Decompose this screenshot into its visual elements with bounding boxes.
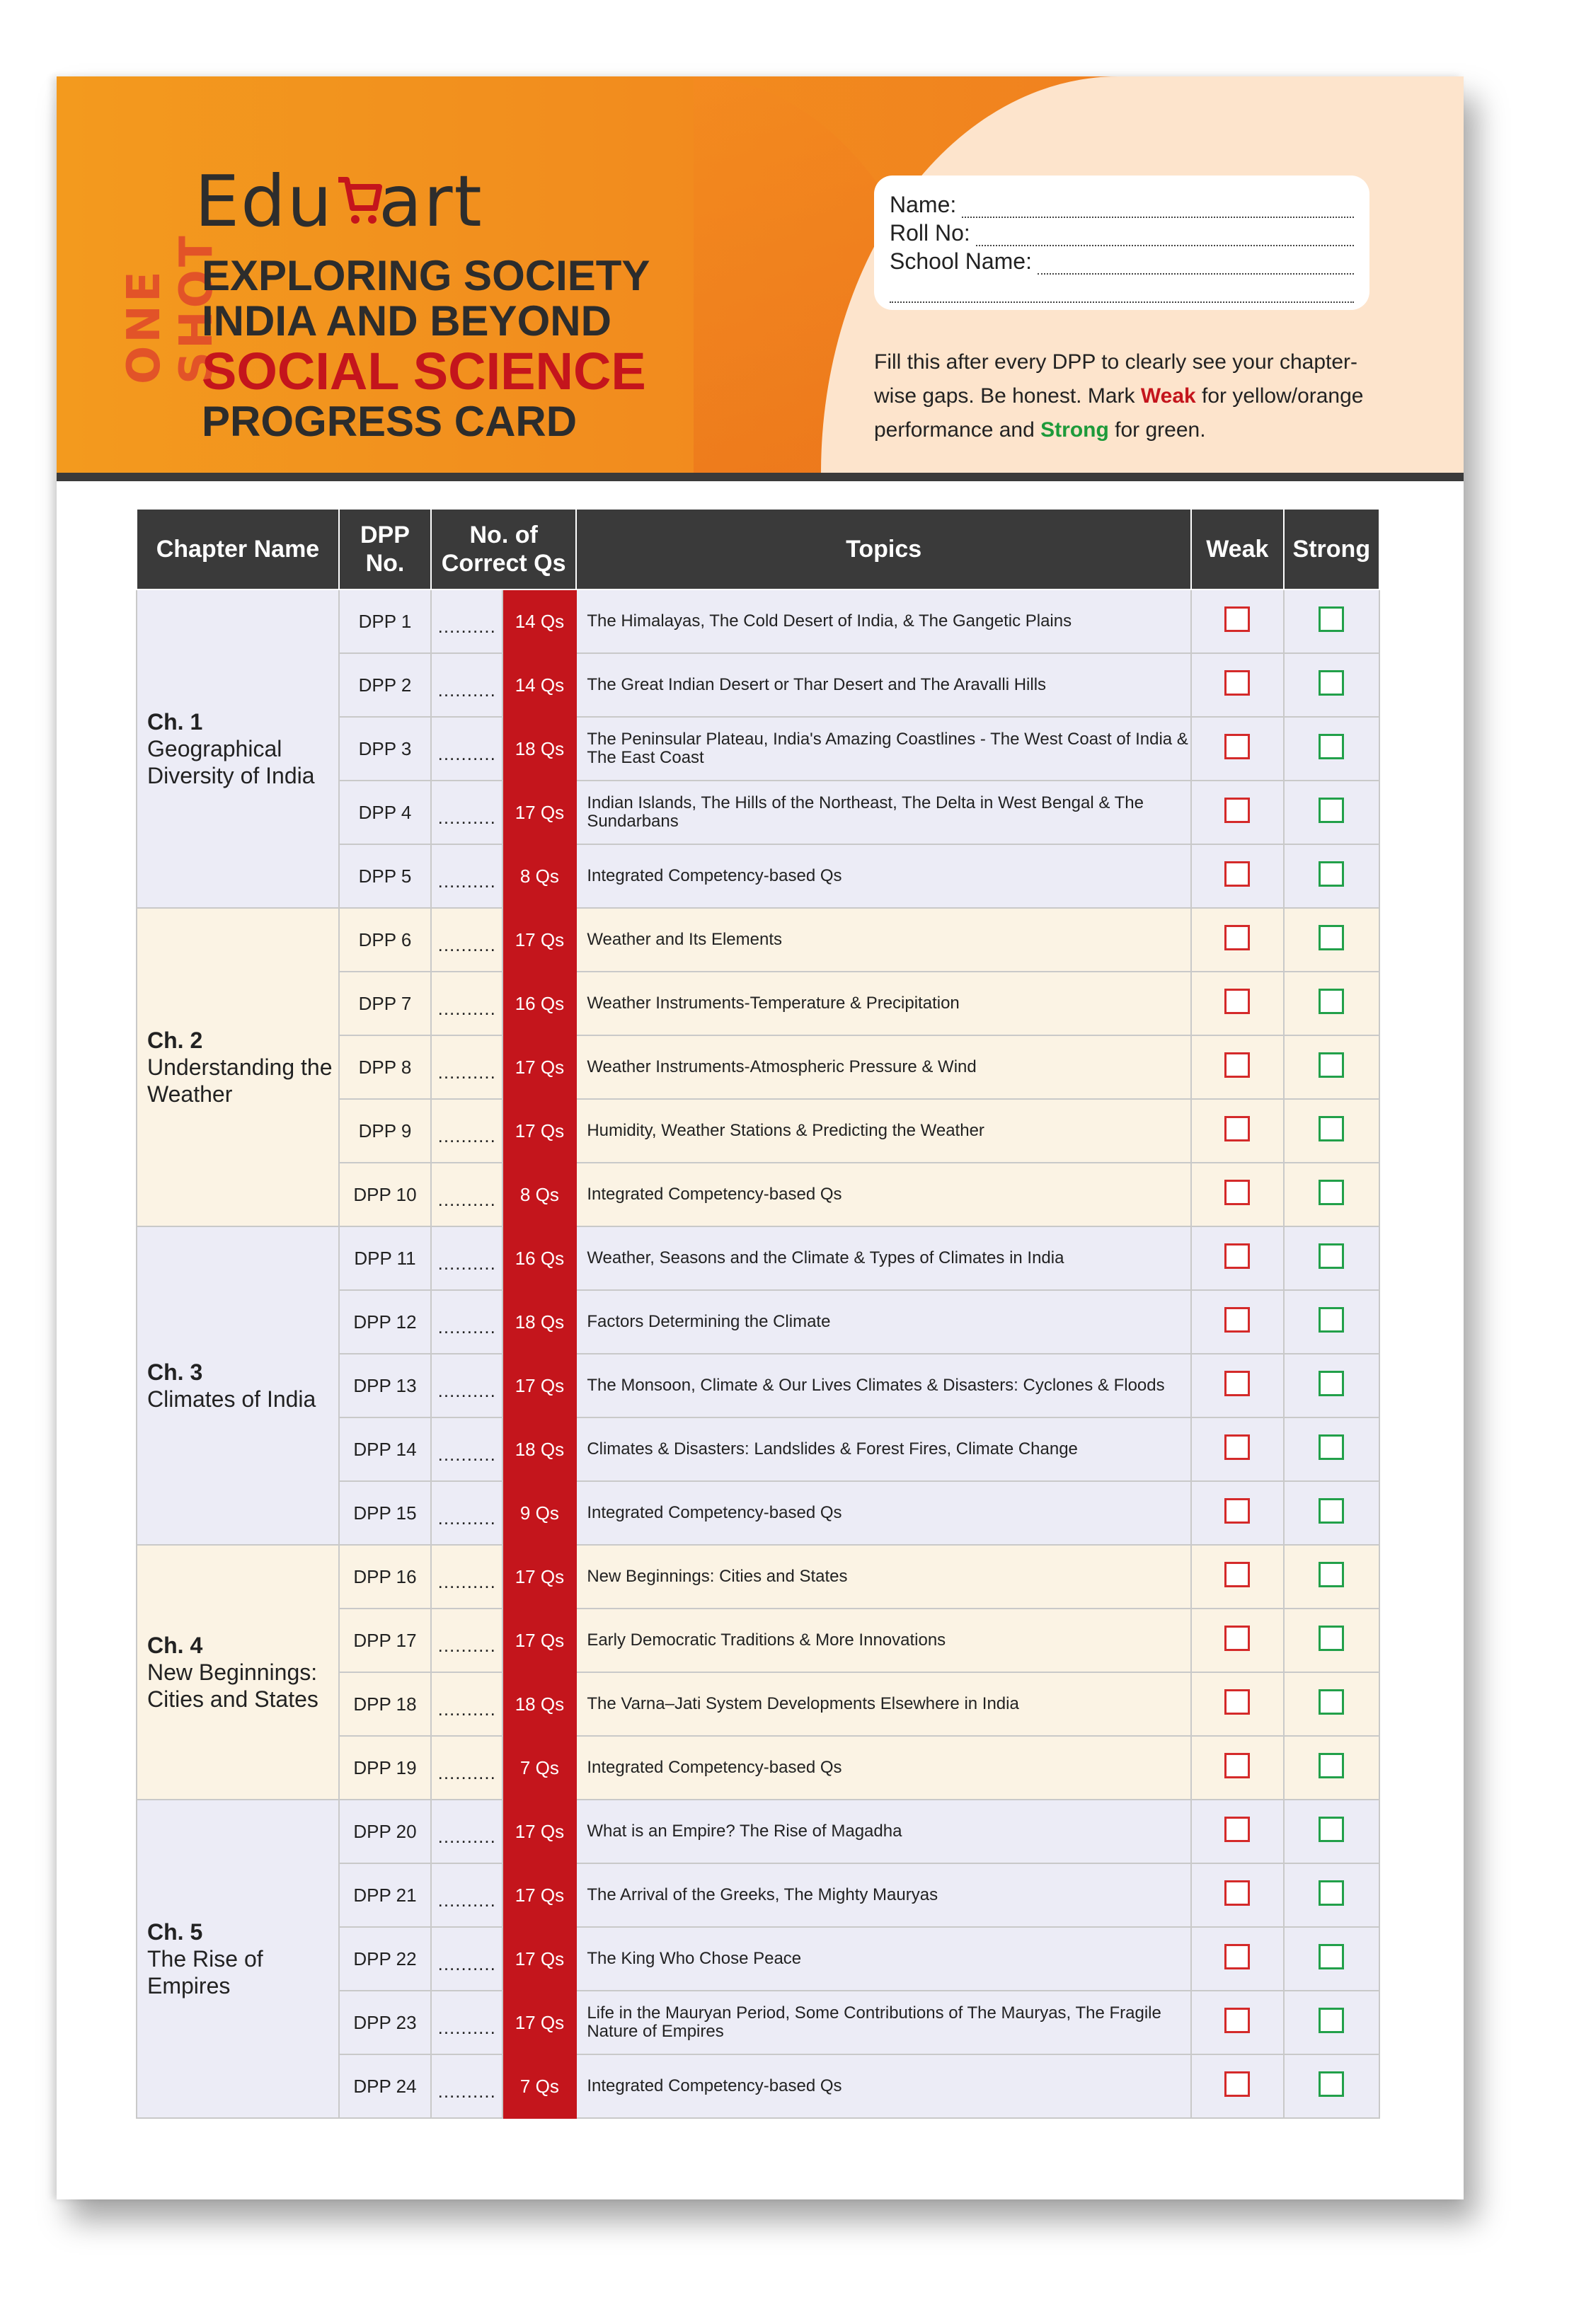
total-qs-badge: 18 Qs bbox=[502, 1417, 576, 1481]
weak-cell bbox=[1191, 1736, 1284, 1800]
weak-checkbox[interactable] bbox=[1224, 798, 1250, 823]
topic-text: The Arrival of the Greeks, The Mighty Mauryas bbox=[576, 1863, 1191, 1927]
strong-cell bbox=[1284, 1672, 1379, 1736]
strong-checkbox[interactable] bbox=[1319, 925, 1344, 950]
strong-cell bbox=[1284, 1163, 1379, 1226]
total-qs-badge: 17 Qs bbox=[502, 1927, 576, 1991]
dpp-number: DPP 3 bbox=[339, 717, 431, 781]
strong-checkbox[interactable] bbox=[1319, 1243, 1344, 1269]
dpp-number: DPP 11 bbox=[339, 1226, 431, 1290]
correct-qs-blank[interactable]: .......... bbox=[431, 1481, 502, 1545]
correct-qs-blank[interactable]: .......... bbox=[431, 1354, 502, 1417]
table-row bbox=[137, 1545, 1379, 1609]
topic-text: Life in the Mauryan Period, Some Contributions of The Mauryas, The Fragile Nature of Empires bbox=[576, 1991, 1191, 2054]
total-qs-badge: 16 Qs bbox=[502, 972, 576, 1035]
correct-qs-blank[interactable]: .......... bbox=[431, 1163, 502, 1226]
header-divider bbox=[57, 473, 1464, 481]
weak-checkbox[interactable] bbox=[1224, 1307, 1250, 1333]
table-row bbox=[137, 908, 1379, 972]
name-field[interactable] bbox=[890, 190, 1354, 218]
strong-checkbox[interactable] bbox=[1319, 1498, 1344, 1524]
dpp-number: DPP 23 bbox=[339, 1991, 431, 2054]
total-qs-badge: 8 Qs bbox=[502, 1163, 576, 1226]
student-info-box bbox=[874, 176, 1369, 310]
weak-checkbox[interactable] bbox=[1224, 1626, 1250, 1651]
weak-cell bbox=[1191, 1609, 1284, 1672]
weak-checkbox[interactable] bbox=[1224, 1880, 1250, 1906]
header-topics: Topics bbox=[576, 509, 1191, 589]
instructions-text bbox=[874, 345, 1384, 447]
weak-cell bbox=[1191, 1863, 1284, 1927]
strong-checkbox[interactable] bbox=[1319, 1626, 1344, 1651]
weak-cell bbox=[1191, 1481, 1284, 1545]
dpp-number: DPP 24 bbox=[339, 2054, 431, 2118]
weak-cell bbox=[1191, 1545, 1284, 1609]
school-name-label: School Name: bbox=[890, 248, 1032, 274]
strong-checkbox[interactable] bbox=[1319, 606, 1344, 632]
strong-cell bbox=[1284, 844, 1379, 908]
weak-checkbox[interactable] bbox=[1224, 1562, 1250, 1587]
correct-qs-blank[interactable]: .......... bbox=[431, 844, 502, 908]
strong-cell bbox=[1284, 1417, 1379, 1481]
weak-checkbox[interactable] bbox=[1224, 989, 1250, 1014]
dpp-number: DPP 12 bbox=[339, 1290, 431, 1354]
topic-text: Integrated Competency-based Qs bbox=[576, 2054, 1191, 2118]
chapter-number: Ch. 1 bbox=[147, 709, 203, 735]
topic-text: The Peninsular Plateau, India's Amazing Coastlines - The West Coast of India & The East Coast bbox=[576, 717, 1191, 781]
strong-checkbox[interactable] bbox=[1319, 1880, 1344, 1906]
dpp-number: DPP 19 bbox=[339, 1736, 431, 1800]
topic-text: The Varna–Jati System Developments Elsewhere in India bbox=[576, 1672, 1191, 1736]
strong-checkbox[interactable] bbox=[1319, 989, 1344, 1014]
chapter-title: The Rise of Empires bbox=[147, 1946, 263, 1998]
correct-qs-blank[interactable]: .......... bbox=[431, 1672, 502, 1736]
weak-checkbox[interactable] bbox=[1224, 1434, 1250, 1460]
weak-cell bbox=[1191, 844, 1284, 908]
strong-checkbox[interactable] bbox=[1319, 1817, 1344, 1842]
logo-text-pre: Edu bbox=[195, 160, 334, 243]
logo-text-post: art bbox=[379, 160, 483, 243]
instructions-part-2: for yellow/orange performance and bbox=[874, 384, 1364, 442]
progress-card-sheet bbox=[57, 76, 1464, 2199]
topic-text: Integrated Competency-based Qs bbox=[576, 1481, 1191, 1545]
weak-cell bbox=[1191, 589, 1284, 653]
total-qs-badge: 14 Qs bbox=[502, 589, 576, 653]
total-qs-badge: 17 Qs bbox=[502, 1609, 576, 1672]
total-qs-badge: 17 Qs bbox=[502, 1545, 576, 1609]
weak-checkbox[interactable] bbox=[1224, 861, 1250, 887]
total-qs-badge: 17 Qs bbox=[502, 1991, 576, 2054]
strong-cell bbox=[1284, 1863, 1379, 1927]
instructions-part-1: Fill this after every DPP to clearly see your chapter-wise gaps. Be honest. Mark bbox=[874, 350, 1358, 408]
topic-text: New Beginnings: Cities and States bbox=[576, 1545, 1191, 1609]
weak-cell bbox=[1191, 1290, 1284, 1354]
table-row bbox=[137, 1226, 1379, 1290]
strong-checkbox[interactable] bbox=[1319, 1052, 1344, 1078]
strong-cell bbox=[1284, 1226, 1379, 1290]
one-shot-vertical-tag: ONE SHOT bbox=[118, 233, 223, 384]
strong-cell bbox=[1284, 908, 1379, 972]
dpp-number: DPP 16 bbox=[339, 1545, 431, 1609]
roll-no-label: Roll No: bbox=[890, 220, 970, 246]
total-qs-badge: 17 Qs bbox=[502, 908, 576, 972]
chapter-number: Ch. 2 bbox=[147, 1028, 203, 1053]
table-header-row bbox=[137, 509, 1379, 589]
dpp-number: DPP 8 bbox=[339, 1035, 431, 1099]
correct-qs-blank[interactable]: .......... bbox=[431, 1099, 502, 1163]
total-qs-badge: 17 Qs bbox=[502, 1800, 576, 1863]
progress-table bbox=[136, 508, 1380, 2119]
chapter-title: Geographical Diversity of India bbox=[147, 736, 315, 788]
topic-text: The King Who Chose Peace bbox=[576, 1927, 1191, 1991]
chapter-number: Ch. 4 bbox=[147, 1633, 203, 1658]
topic-text: Integrated Competency-based Qs bbox=[576, 844, 1191, 908]
correct-qs-blank[interactable]: .......... bbox=[431, 1290, 502, 1354]
strong-cell bbox=[1284, 1099, 1379, 1163]
weak-cell bbox=[1191, 908, 1284, 972]
topic-text: Humidity, Weather Stations & Predicting the Weather bbox=[576, 1099, 1191, 1163]
correct-qs-blank[interactable]: .......... bbox=[431, 1226, 502, 1290]
correct-qs-blank[interactable]: .......... bbox=[431, 2054, 502, 2118]
topic-text: Integrated Competency-based Qs bbox=[576, 1163, 1191, 1226]
dpp-number: DPP 21 bbox=[339, 1863, 431, 1927]
strong-cell bbox=[1284, 1481, 1379, 1545]
dpp-number: DPP 13 bbox=[339, 1354, 431, 1417]
correct-qs-blank[interactable]: .......... bbox=[431, 1417, 502, 1481]
weak-checkbox[interactable] bbox=[1224, 1498, 1250, 1524]
dpp-number: DPP 4 bbox=[339, 781, 431, 844]
strong-cell bbox=[1284, 653, 1379, 717]
correct-qs-blank[interactable]: .......... bbox=[431, 1991, 502, 2054]
topic-text: Early Democratic Traditions & More Innovations bbox=[576, 1609, 1191, 1672]
dpp-number: DPP 9 bbox=[339, 1099, 431, 1163]
weak-checkbox[interactable] bbox=[1224, 2008, 1250, 2033]
title-line-3: SOCIAL SCIENCE bbox=[202, 342, 646, 401]
weak-cell bbox=[1191, 1163, 1284, 1226]
strong-checkbox[interactable] bbox=[1319, 670, 1344, 696]
weak-cell bbox=[1191, 1099, 1284, 1163]
dpp-number: DPP 22 bbox=[339, 1927, 431, 1991]
weak-cell bbox=[1191, 2054, 1284, 2118]
weak-cell bbox=[1191, 1672, 1284, 1736]
cart-icon bbox=[334, 174, 384, 228]
strong-checkbox[interactable] bbox=[1319, 1434, 1344, 1460]
strong-checkbox[interactable] bbox=[1319, 1753, 1344, 1778]
chapter-cell bbox=[137, 589, 339, 908]
header-strong: Strong bbox=[1284, 509, 1379, 589]
correct-qs-blank[interactable]: .......... bbox=[431, 781, 502, 844]
weak-cell bbox=[1191, 972, 1284, 1035]
topic-text: Integrated Competency-based Qs bbox=[576, 1736, 1191, 1800]
weak-cell bbox=[1191, 1417, 1284, 1481]
weak-checkbox[interactable] bbox=[1224, 925, 1250, 950]
header-band bbox=[57, 76, 1464, 473]
strong-cell bbox=[1284, 717, 1379, 781]
dpp-number: DPP 6 bbox=[339, 908, 431, 972]
total-qs-badge: 18 Qs bbox=[502, 1290, 576, 1354]
strong-cell bbox=[1284, 1736, 1379, 1800]
total-qs-badge: 17 Qs bbox=[502, 1354, 576, 1417]
correct-qs-blank[interactable]: .......... bbox=[431, 1609, 502, 1672]
strong-cell bbox=[1284, 1354, 1379, 1417]
strong-checkbox[interactable] bbox=[1319, 2008, 1344, 2033]
correct-qs-blank[interactable]: .......... bbox=[431, 717, 502, 781]
weak-checkbox[interactable] bbox=[1224, 606, 1250, 632]
weak-cell bbox=[1191, 1226, 1284, 1290]
chapter-title: New Beginnings: Cities and States bbox=[147, 1659, 318, 1712]
total-qs-badge: 17 Qs bbox=[502, 1099, 576, 1163]
weak-checkbox[interactable] bbox=[1224, 1180, 1250, 1205]
weak-checkbox[interactable] bbox=[1224, 1052, 1250, 1078]
dpp-number: DPP 15 bbox=[339, 1481, 431, 1545]
dpp-number: DPP 14 bbox=[339, 1417, 431, 1481]
weak-checkbox[interactable] bbox=[1224, 1817, 1250, 1842]
weak-cell bbox=[1191, 1927, 1284, 1991]
total-qs-badge: 9 Qs bbox=[502, 1481, 576, 1545]
title-line-4: PROGRESS CARD bbox=[202, 398, 578, 445]
dpp-number: DPP 20 bbox=[339, 1800, 431, 1863]
weak-checkbox[interactable] bbox=[1224, 1689, 1250, 1715]
total-qs-badge: 17 Qs bbox=[502, 1035, 576, 1099]
header-correct-qs: No. of Correct Qs bbox=[431, 509, 576, 589]
topic-text: Weather Instruments-Atmospheric Pressure & Wind bbox=[576, 1035, 1191, 1099]
correct-qs-blank[interactable]: .......... bbox=[431, 1736, 502, 1800]
topic-text: Factors Determining the Climate bbox=[576, 1290, 1191, 1354]
weak-cell bbox=[1191, 1354, 1284, 1417]
strong-checkbox[interactable] bbox=[1319, 2071, 1344, 2097]
strong-checkbox[interactable] bbox=[1319, 1562, 1344, 1587]
weak-cell bbox=[1191, 1991, 1284, 2054]
strong-checkbox[interactable] bbox=[1319, 1689, 1344, 1715]
weak-cell bbox=[1191, 653, 1284, 717]
weak-checkbox[interactable] bbox=[1224, 1753, 1250, 1778]
chapter-cell bbox=[137, 1226, 339, 1545]
chapter-cell bbox=[137, 908, 339, 1226]
strong-cell bbox=[1284, 1035, 1379, 1099]
chapter-cell bbox=[137, 1800, 339, 2118]
strong-cell bbox=[1284, 1290, 1379, 1354]
title-line-2: INDIA AND BEYOND bbox=[202, 297, 611, 345]
strong-checkbox[interactable] bbox=[1319, 734, 1344, 759]
school-name-continuation[interactable] bbox=[890, 275, 1354, 303]
strong-cell bbox=[1284, 1991, 1379, 2054]
title-line-1: EXPLORING SOCIETY bbox=[202, 252, 650, 299]
strong-checkbox[interactable] bbox=[1319, 798, 1344, 823]
chapter-cell bbox=[137, 1545, 339, 1800]
strong-checkbox[interactable] bbox=[1319, 1944, 1344, 1969]
strong-checkbox[interactable] bbox=[1319, 1307, 1344, 1333]
correct-qs-blank[interactable]: .......... bbox=[431, 589, 502, 653]
strong-cell bbox=[1284, 1800, 1379, 1863]
topic-text: Weather Instruments-Temperature & Precipitation bbox=[576, 972, 1191, 1035]
topic-text: Weather, Seasons and the Climate & Types of Climates in India bbox=[576, 1226, 1191, 1290]
topic-text: The Great Indian Desert or Thar Desert and The Aravalli Hills bbox=[576, 653, 1191, 717]
strong-cell bbox=[1284, 1927, 1379, 1991]
total-qs-badge: 7 Qs bbox=[502, 2054, 576, 2118]
total-qs-badge: 16 Qs bbox=[502, 1226, 576, 1290]
instructions-part-3: for green. bbox=[1108, 418, 1206, 442]
strong-checkbox[interactable] bbox=[1319, 1371, 1344, 1396]
school-name-field[interactable] bbox=[890, 246, 1354, 275]
weak-checkbox[interactable] bbox=[1224, 734, 1250, 759]
header-weak: Weak bbox=[1191, 509, 1284, 589]
total-qs-badge: 17 Qs bbox=[502, 1863, 576, 1927]
strong-cell bbox=[1284, 972, 1379, 1035]
total-qs-badge: 17 Qs bbox=[502, 781, 576, 844]
table-row bbox=[137, 589, 1379, 653]
dpp-number: DPP 5 bbox=[339, 844, 431, 908]
header-dpp-no: DPP No. bbox=[339, 509, 431, 589]
weak-cell bbox=[1191, 1800, 1284, 1863]
weak-checkbox[interactable] bbox=[1224, 1116, 1250, 1141]
correct-qs-blank[interactable]: .......... bbox=[431, 1800, 502, 1863]
strong-cell bbox=[1284, 1545, 1379, 1609]
strong-cell bbox=[1284, 589, 1379, 653]
strong-cell bbox=[1284, 1609, 1379, 1672]
chapter-number: Ch. 5 bbox=[147, 1919, 203, 1945]
dpp-number: DPP 2 bbox=[339, 653, 431, 717]
strong-checkbox[interactable] bbox=[1319, 1180, 1344, 1205]
chapter-title: Understanding the Weather bbox=[147, 1054, 333, 1107]
topic-text: What is an Empire? The Rise of Magadha bbox=[576, 1800, 1191, 1863]
dpp-number: DPP 18 bbox=[339, 1672, 431, 1736]
correct-qs-blank[interactable]: .......... bbox=[431, 1863, 502, 1927]
strong-cell bbox=[1284, 781, 1379, 844]
total-qs-badge: 14 Qs bbox=[502, 653, 576, 717]
name-label: Name: bbox=[890, 192, 957, 217]
weak-checkbox[interactable] bbox=[1224, 1944, 1250, 1969]
weak-checkbox[interactable] bbox=[1224, 670, 1250, 696]
total-qs-badge: 7 Qs bbox=[502, 1736, 576, 1800]
table-row bbox=[137, 1800, 1379, 1863]
correct-qs-blank[interactable]: .......... bbox=[431, 1545, 502, 1609]
total-qs-badge: 8 Qs bbox=[502, 844, 576, 908]
dpp-number: DPP 1 bbox=[339, 589, 431, 653]
weak-cell bbox=[1191, 781, 1284, 844]
roll-no-field[interactable] bbox=[890, 218, 1354, 246]
weak-cell bbox=[1191, 717, 1284, 781]
correct-qs-blank[interactable]: .......... bbox=[431, 1927, 502, 1991]
topic-text: Indian Islands, The Hills of the Northeast, The Delta in West Bengal & The Sundarbans bbox=[576, 781, 1191, 844]
correct-qs-blank[interactable]: .......... bbox=[431, 908, 502, 972]
strong-checkbox[interactable] bbox=[1319, 861, 1344, 887]
title-block bbox=[202, 253, 650, 444]
dpp-number: DPP 10 bbox=[339, 1163, 431, 1226]
topic-text: The Monsoon, Climate & Our Lives Climates & Disasters: Cyclones & Floods bbox=[576, 1354, 1191, 1417]
weak-checkbox[interactable] bbox=[1224, 2071, 1250, 2097]
weak-checkbox[interactable] bbox=[1224, 1243, 1250, 1269]
correct-qs-blank[interactable]: .......... bbox=[431, 1035, 502, 1099]
strong-keyword: Strong bbox=[1040, 418, 1109, 442]
strong-cell bbox=[1284, 2054, 1379, 2118]
dpp-number: DPP 7 bbox=[339, 972, 431, 1035]
total-qs-badge: 18 Qs bbox=[502, 717, 576, 781]
weak-keyword: Weak bbox=[1140, 384, 1196, 408]
correct-qs-blank[interactable]: .......... bbox=[431, 653, 502, 717]
weak-cell bbox=[1191, 1035, 1284, 1099]
topic-text: The Himalayas, The Cold Desert of India, & The Gangetic Plains bbox=[576, 589, 1191, 653]
total-qs-badge: 18 Qs bbox=[502, 1672, 576, 1736]
chapter-title: Climates of India bbox=[147, 1386, 316, 1412]
topic-text: Weather and Its Elements bbox=[576, 908, 1191, 972]
header-chapter-name: Chapter Name bbox=[137, 509, 339, 589]
topic-text: Climates & Disasters: Landslides & Forest Fires, Climate Change bbox=[576, 1417, 1191, 1481]
correct-qs-blank[interactable]: .......... bbox=[431, 972, 502, 1035]
chapter-number: Ch. 3 bbox=[147, 1359, 203, 1385]
strong-checkbox[interactable] bbox=[1319, 1116, 1344, 1141]
dpp-number: DPP 17 bbox=[339, 1609, 431, 1672]
weak-checkbox[interactable] bbox=[1224, 1371, 1250, 1396]
